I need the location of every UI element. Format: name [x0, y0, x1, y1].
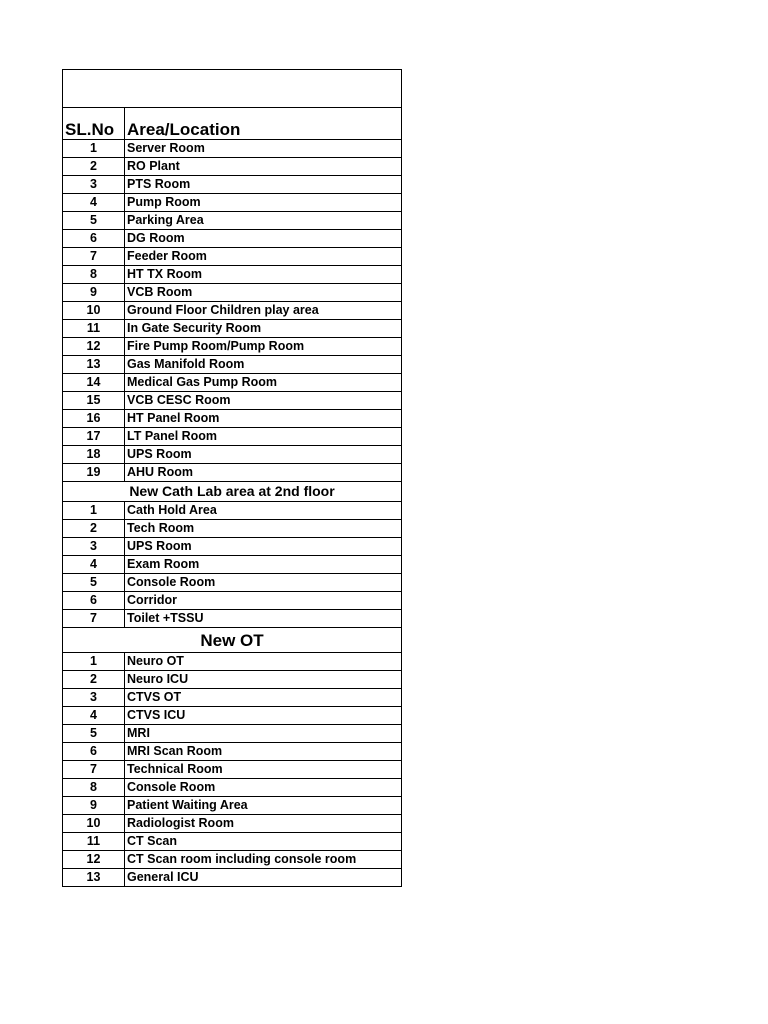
- table-row: [63, 140, 402, 158]
- sl-no-cell: 13: [63, 869, 125, 887]
- sl-no-cell: 4: [63, 707, 125, 725]
- sl-no-cell: 3: [63, 538, 125, 556]
- area-location-cell: Patient Waiting Area: [125, 797, 402, 815]
- table-row: [63, 464, 402, 482]
- sl-no-cell: 7: [63, 248, 125, 266]
- area-location-cell: Ground Floor Children play area: [125, 302, 402, 320]
- sl-no-cell: 19: [63, 464, 125, 482]
- area-location-cell: General ICU: [125, 869, 402, 887]
- sl-no-cell: 1: [63, 653, 125, 671]
- table-row: [63, 446, 402, 464]
- table-row: [63, 266, 402, 284]
- table-row: [63, 302, 402, 320]
- section-title-row: [63, 628, 402, 653]
- sl-no-cell: 1: [63, 502, 125, 520]
- table-row: [63, 797, 402, 815]
- table-row: [63, 248, 402, 266]
- area-location-cell: Pump Room: [125, 194, 402, 212]
- area-location-cell: Console Room: [125, 779, 402, 797]
- table-row: [63, 869, 402, 887]
- table-row: [63, 284, 402, 302]
- sl-no-cell: 2: [63, 671, 125, 689]
- sl-no-cell: 7: [63, 761, 125, 779]
- table-row: [63, 374, 402, 392]
- table-row: [63, 779, 402, 797]
- sl-no-cell: 5: [63, 212, 125, 230]
- blank-title-row: [63, 70, 402, 108]
- area-location-cell: CT Scan room including console room: [125, 851, 402, 869]
- table-row: [63, 671, 402, 689]
- area-location-cell: DG Room: [125, 230, 402, 248]
- area-location-cell: MRI: [125, 725, 402, 743]
- sl-no-cell: 8: [63, 266, 125, 284]
- sl-no-cell: 4: [63, 194, 125, 212]
- area-location-cell: Tech Room: [125, 520, 402, 538]
- sl-no-cell: 3: [63, 176, 125, 194]
- area-location-cell: Medical Gas Pump Room: [125, 374, 402, 392]
- table-row: [63, 725, 402, 743]
- sl-no-cell: 11: [63, 833, 125, 851]
- area-location-cell: Exam Room: [125, 556, 402, 574]
- area-location-cell: HT TX Room: [125, 266, 402, 284]
- table-row: [63, 610, 402, 628]
- area-location-cell: Console Room: [125, 574, 402, 592]
- section-title-row: [63, 482, 402, 502]
- area-location-cell: In Gate Security Room: [125, 320, 402, 338]
- table-row: [63, 851, 402, 869]
- area-location-cell: Server Room: [125, 140, 402, 158]
- table-row: [63, 338, 402, 356]
- area-location-cell: PTS Room: [125, 176, 402, 194]
- sl-no-cell: 14: [63, 374, 125, 392]
- area-location-cell: Neuro ICU: [125, 671, 402, 689]
- sl-no-cell: 6: [63, 230, 125, 248]
- table-row: [63, 158, 402, 176]
- sl-no-cell: 2: [63, 520, 125, 538]
- sl-no-cell: 1: [63, 140, 125, 158]
- area-location-cell: VCB CESC Room: [125, 392, 402, 410]
- table-row: [63, 743, 402, 761]
- table-row: [63, 176, 402, 194]
- sl-no-cell: 9: [63, 284, 125, 302]
- sl-no-cell: 10: [63, 302, 125, 320]
- area-location-cell: Fire Pump Room/Pump Room: [125, 338, 402, 356]
- table-row: [63, 761, 402, 779]
- sl-no-cell: 11: [63, 320, 125, 338]
- table-row: [63, 574, 402, 592]
- table-row: [63, 833, 402, 851]
- area-location-header: Area/Location: [125, 108, 402, 140]
- table-row: [63, 212, 402, 230]
- area-location-cell: Toilet +TSSU: [125, 610, 402, 628]
- sl-no-cell: 9: [63, 797, 125, 815]
- sl-no-header: SL.No: [63, 108, 125, 140]
- sl-no-cell: 8: [63, 779, 125, 797]
- table-row: [63, 194, 402, 212]
- sl-no-cell: 18: [63, 446, 125, 464]
- sl-no-cell: 13: [63, 356, 125, 374]
- area-location-cell: MRI Scan Room: [125, 743, 402, 761]
- area-location-cell: CTVS ICU: [125, 707, 402, 725]
- sl-no-cell: 12: [63, 851, 125, 869]
- area-location-table: [62, 69, 402, 887]
- area-location-cell: RO Plant: [125, 158, 402, 176]
- area-location-cell: AHU Room: [125, 464, 402, 482]
- table-row: [63, 356, 402, 374]
- area-location-cell: HT Panel Room: [125, 410, 402, 428]
- area-location-cell: Parking Area: [125, 212, 402, 230]
- table-row: [63, 538, 402, 556]
- table-row: [63, 320, 402, 338]
- section-title: New Cath Lab area at 2nd floor: [63, 482, 402, 502]
- table-row: [63, 556, 402, 574]
- area-location-cell: Corridor: [125, 592, 402, 610]
- area-location-cell: UPS Room: [125, 446, 402, 464]
- table-row: [63, 653, 402, 671]
- table-row: [63, 592, 402, 610]
- sl-no-cell: 17: [63, 428, 125, 446]
- sl-no-cell: 7: [63, 610, 125, 628]
- sl-no-cell: 6: [63, 743, 125, 761]
- sl-no-cell: 3: [63, 689, 125, 707]
- blank-cell: [63, 70, 402, 108]
- sl-no-cell: 4: [63, 556, 125, 574]
- table-row: [63, 410, 402, 428]
- section-title: New OT: [63, 628, 402, 653]
- area-location-cell: LT Panel Room: [125, 428, 402, 446]
- sl-no-cell: 5: [63, 574, 125, 592]
- sl-no-cell: 12: [63, 338, 125, 356]
- area-location-cell: UPS Room: [125, 538, 402, 556]
- sl-no-cell: 10: [63, 815, 125, 833]
- area-location-cell: Technical Room: [125, 761, 402, 779]
- area-location-cell: Gas Manifold Room: [125, 356, 402, 374]
- table-row: [63, 392, 402, 410]
- table-row: [63, 707, 402, 725]
- area-location-cell: Neuro OT: [125, 653, 402, 671]
- table-row: [63, 815, 402, 833]
- table-row: [63, 230, 402, 248]
- sl-no-cell: 2: [63, 158, 125, 176]
- header-row: [63, 108, 402, 140]
- table-row: [63, 502, 402, 520]
- area-location-cell: Cath Hold Area: [125, 502, 402, 520]
- table-row: [63, 689, 402, 707]
- area-location-cell: Radiologist Room: [125, 815, 402, 833]
- sl-no-cell: 6: [63, 592, 125, 610]
- sl-no-cell: 16: [63, 410, 125, 428]
- table-row: [63, 520, 402, 538]
- area-location-cell: VCB Room: [125, 284, 402, 302]
- area-location-cell: CT Scan: [125, 833, 402, 851]
- sl-no-cell: 5: [63, 725, 125, 743]
- area-location-cell: CTVS OT: [125, 689, 402, 707]
- table-row: [63, 428, 402, 446]
- area-location-cell: Feeder Room: [125, 248, 402, 266]
- sl-no-cell: 15: [63, 392, 125, 410]
